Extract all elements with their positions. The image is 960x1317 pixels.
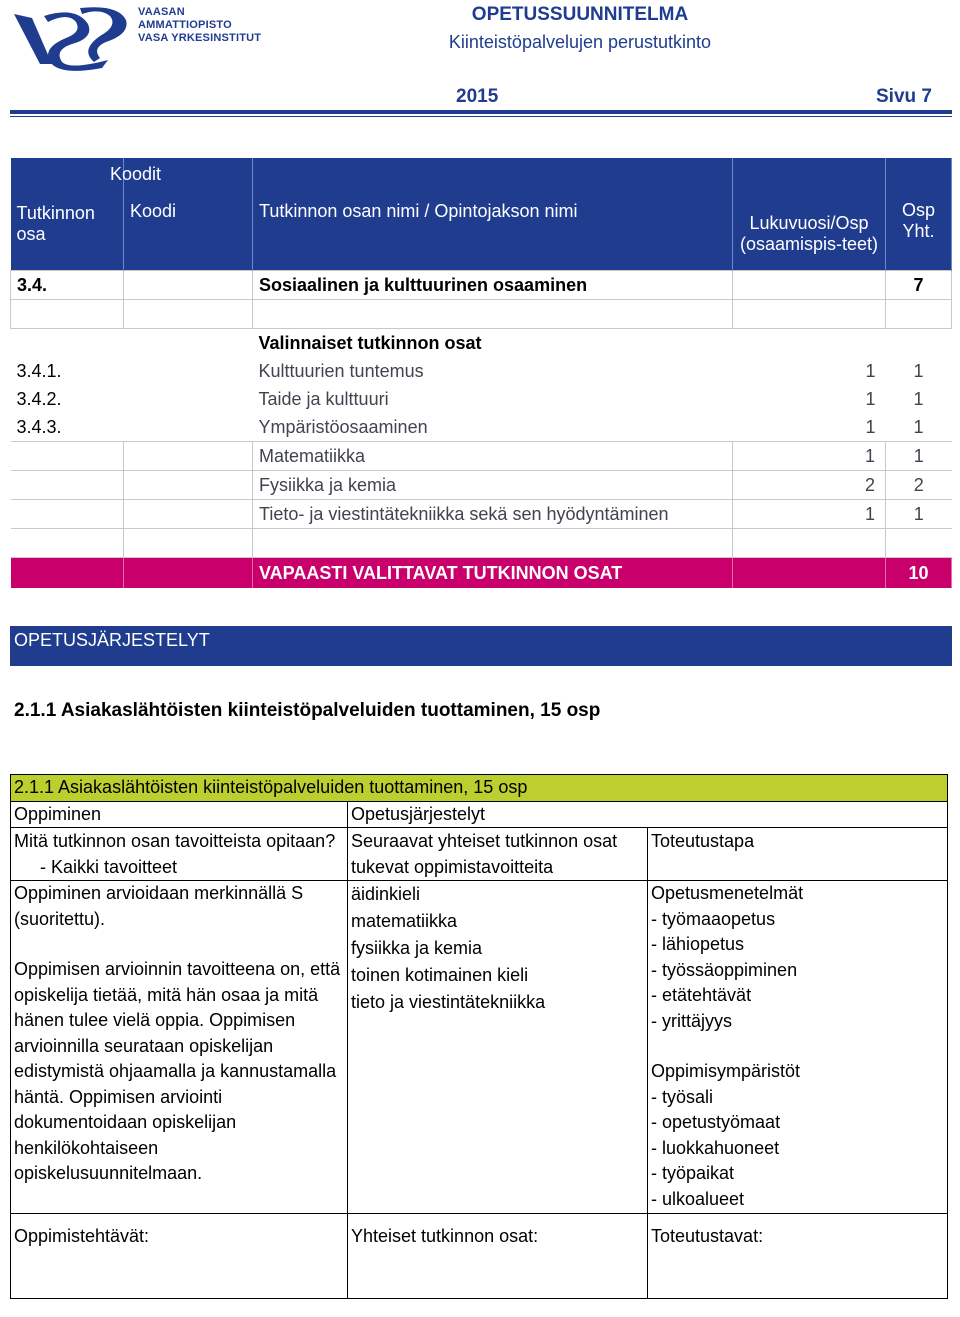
list-item: - luokkahuoneet [651, 1137, 780, 1158]
opetusjarjestelyt-bar: OPETUSJÄRJESTELYT [10, 626, 952, 666]
impl-header-row [11, 801, 948, 828]
list-item: - työssäoppiminen [651, 959, 798, 980]
question-item: - Kaikki tavoitteet [40, 856, 178, 877]
list-item: - etätehtävät [651, 985, 752, 1005]
arviointi-text-1: Oppiminen arvioidaan merkinnällä S (suoritettu). [14, 883, 304, 929]
page-number: Sivu 7 [876, 86, 932, 107]
col-oppiminen: Oppiminen [11, 801, 348, 828]
document-subtitle: Kiinteistöpalvelujen perustutkinto [448, 32, 712, 52]
section-row: 3.4. Sosiaalinen ja kulttuurinen osaaminen 7 [11, 271, 952, 300]
table-row: 3.4.1. Kulttuurien tuntemus 1 1 [16, 360, 924, 381]
list-item: toinen kotimainen kieli [351, 965, 529, 985]
implementation-table [10, 774, 948, 1299]
document-title: OPETUSSUUNNITELMA [471, 4, 689, 25]
header-osp-yht: Osp Yht. [886, 158, 952, 271]
impl-title-row: 2.1.1 Asiakaslähtöisten kiinteistöpalveluiden tuottaminen, 15 osp [11, 775, 948, 802]
header-tutkinnon-osa: Tutkinnon osa [11, 158, 124, 271]
arviointi-text-2: Oppimisen arvioinnin tavoitteena on, että opiskelija tietää, mitä hän osaa ja mitä hänen tulee vielä oppia. Oppimisen arvioinnilla seurataan opiskelijan edistymistä ohjaamalla ja kannustamalla häntä. Oppimisen arviointi dokumentoidaan opiskelijan henkilökohtaiseen opiskelusuunnitelmaan. [14, 959, 341, 1183]
list-item: matematiikka [351, 911, 458, 931]
header-koodi: Koodit Koodi [124, 158, 253, 271]
oppimistehtavat-label: Oppimistehtävät: [11, 1214, 348, 1299]
table-header-row [11, 158, 952, 271]
list-item: - työsali [651, 1086, 714, 1107]
section-heading: 2.1.1 Asiakaslähtöisten kiinteistöpalveluiden tuottaminen, 15 osp [14, 700, 601, 721]
header-koodit: Koodit [110, 164, 162, 184]
valinnaiset-row: Valinnaiset tutkinnon osat [258, 332, 482, 353]
impl-footer-row [11, 1214, 948, 1299]
list-item: - työpaikat [651, 1163, 735, 1183]
curriculum-table [10, 158, 952, 588]
table-row: Tieto- ja viestintätekniikka sekä sen hyödyntäminen 1 1 [11, 500, 952, 529]
logo-mark-icon [10, 4, 130, 72]
header-divider-thin [10, 116, 952, 117]
opetusmenetelmat-title: Opetusmenetelmät [651, 883, 804, 903]
impl-question-row [11, 828, 948, 881]
yhteiset-label: Yhteiset tutkinnon osat: [348, 1214, 648, 1299]
seuraavat-text: Seuraavat yhteiset tutkinnon osat tukevat oppimistavoitteita [348, 828, 648, 881]
list-item: fysiikka ja kemia [351, 938, 483, 958]
spacer-row [11, 529, 952, 558]
toteutustapa-label: Toteutustapa [648, 828, 948, 881]
list-item: - työmaaopetus [651, 908, 776, 929]
header-divider [10, 110, 952, 114]
header-nimi: Tutkinnon osan nimi / Opintojakson nimi [253, 158, 733, 271]
list-item: - yrittäjyys [651, 1010, 732, 1031]
year-label: 2015 [456, 86, 499, 107]
vapaasti-row: VAPAASTI VALITTAVAT TUTKINNON OSAT 10 [11, 558, 952, 589]
col-opetusjarjestelyt: Opetusjärjestelyt [348, 801, 948, 828]
list-item: tieto ja viestintätekniikka [351, 992, 546, 1012]
list-item: äidinkieli [351, 884, 421, 904]
table-row: 3.4.3. Ympäristöosaaminen 1 1 [16, 416, 924, 437]
impl-content-row [11, 881, 948, 1214]
oppimisymparistot-title: Oppimisympäristöt [651, 1061, 801, 1081]
spacer-row [11, 300, 952, 329]
logo-text: VAASAN AMMATTIOPISTO VASA YRKESINSTITUT [138, 6, 262, 44]
table-row: Fysiikka ja kemia 2 2 [11, 471, 952, 500]
table-row: Matematiikka 1 1 [11, 442, 952, 471]
list-item: - opetustyömaat [651, 1112, 781, 1132]
school-logo [10, 4, 270, 72]
toteutustavat-label: Toteutustavat: [648, 1214, 948, 1299]
header-lukuvuosi: Lukuvuosi/Osp (osaamispis-teet) [733, 158, 886, 271]
table-row: 3.4.2. Taide ja kulttuuri 1 1 [16, 388, 924, 409]
list-item: - ulkoalueet [651, 1188, 745, 1209]
question-text: Mitä tutkinnon osan tavoitteista opitaan? [14, 831, 336, 851]
list-item: - lähiopetus [651, 934, 745, 954]
